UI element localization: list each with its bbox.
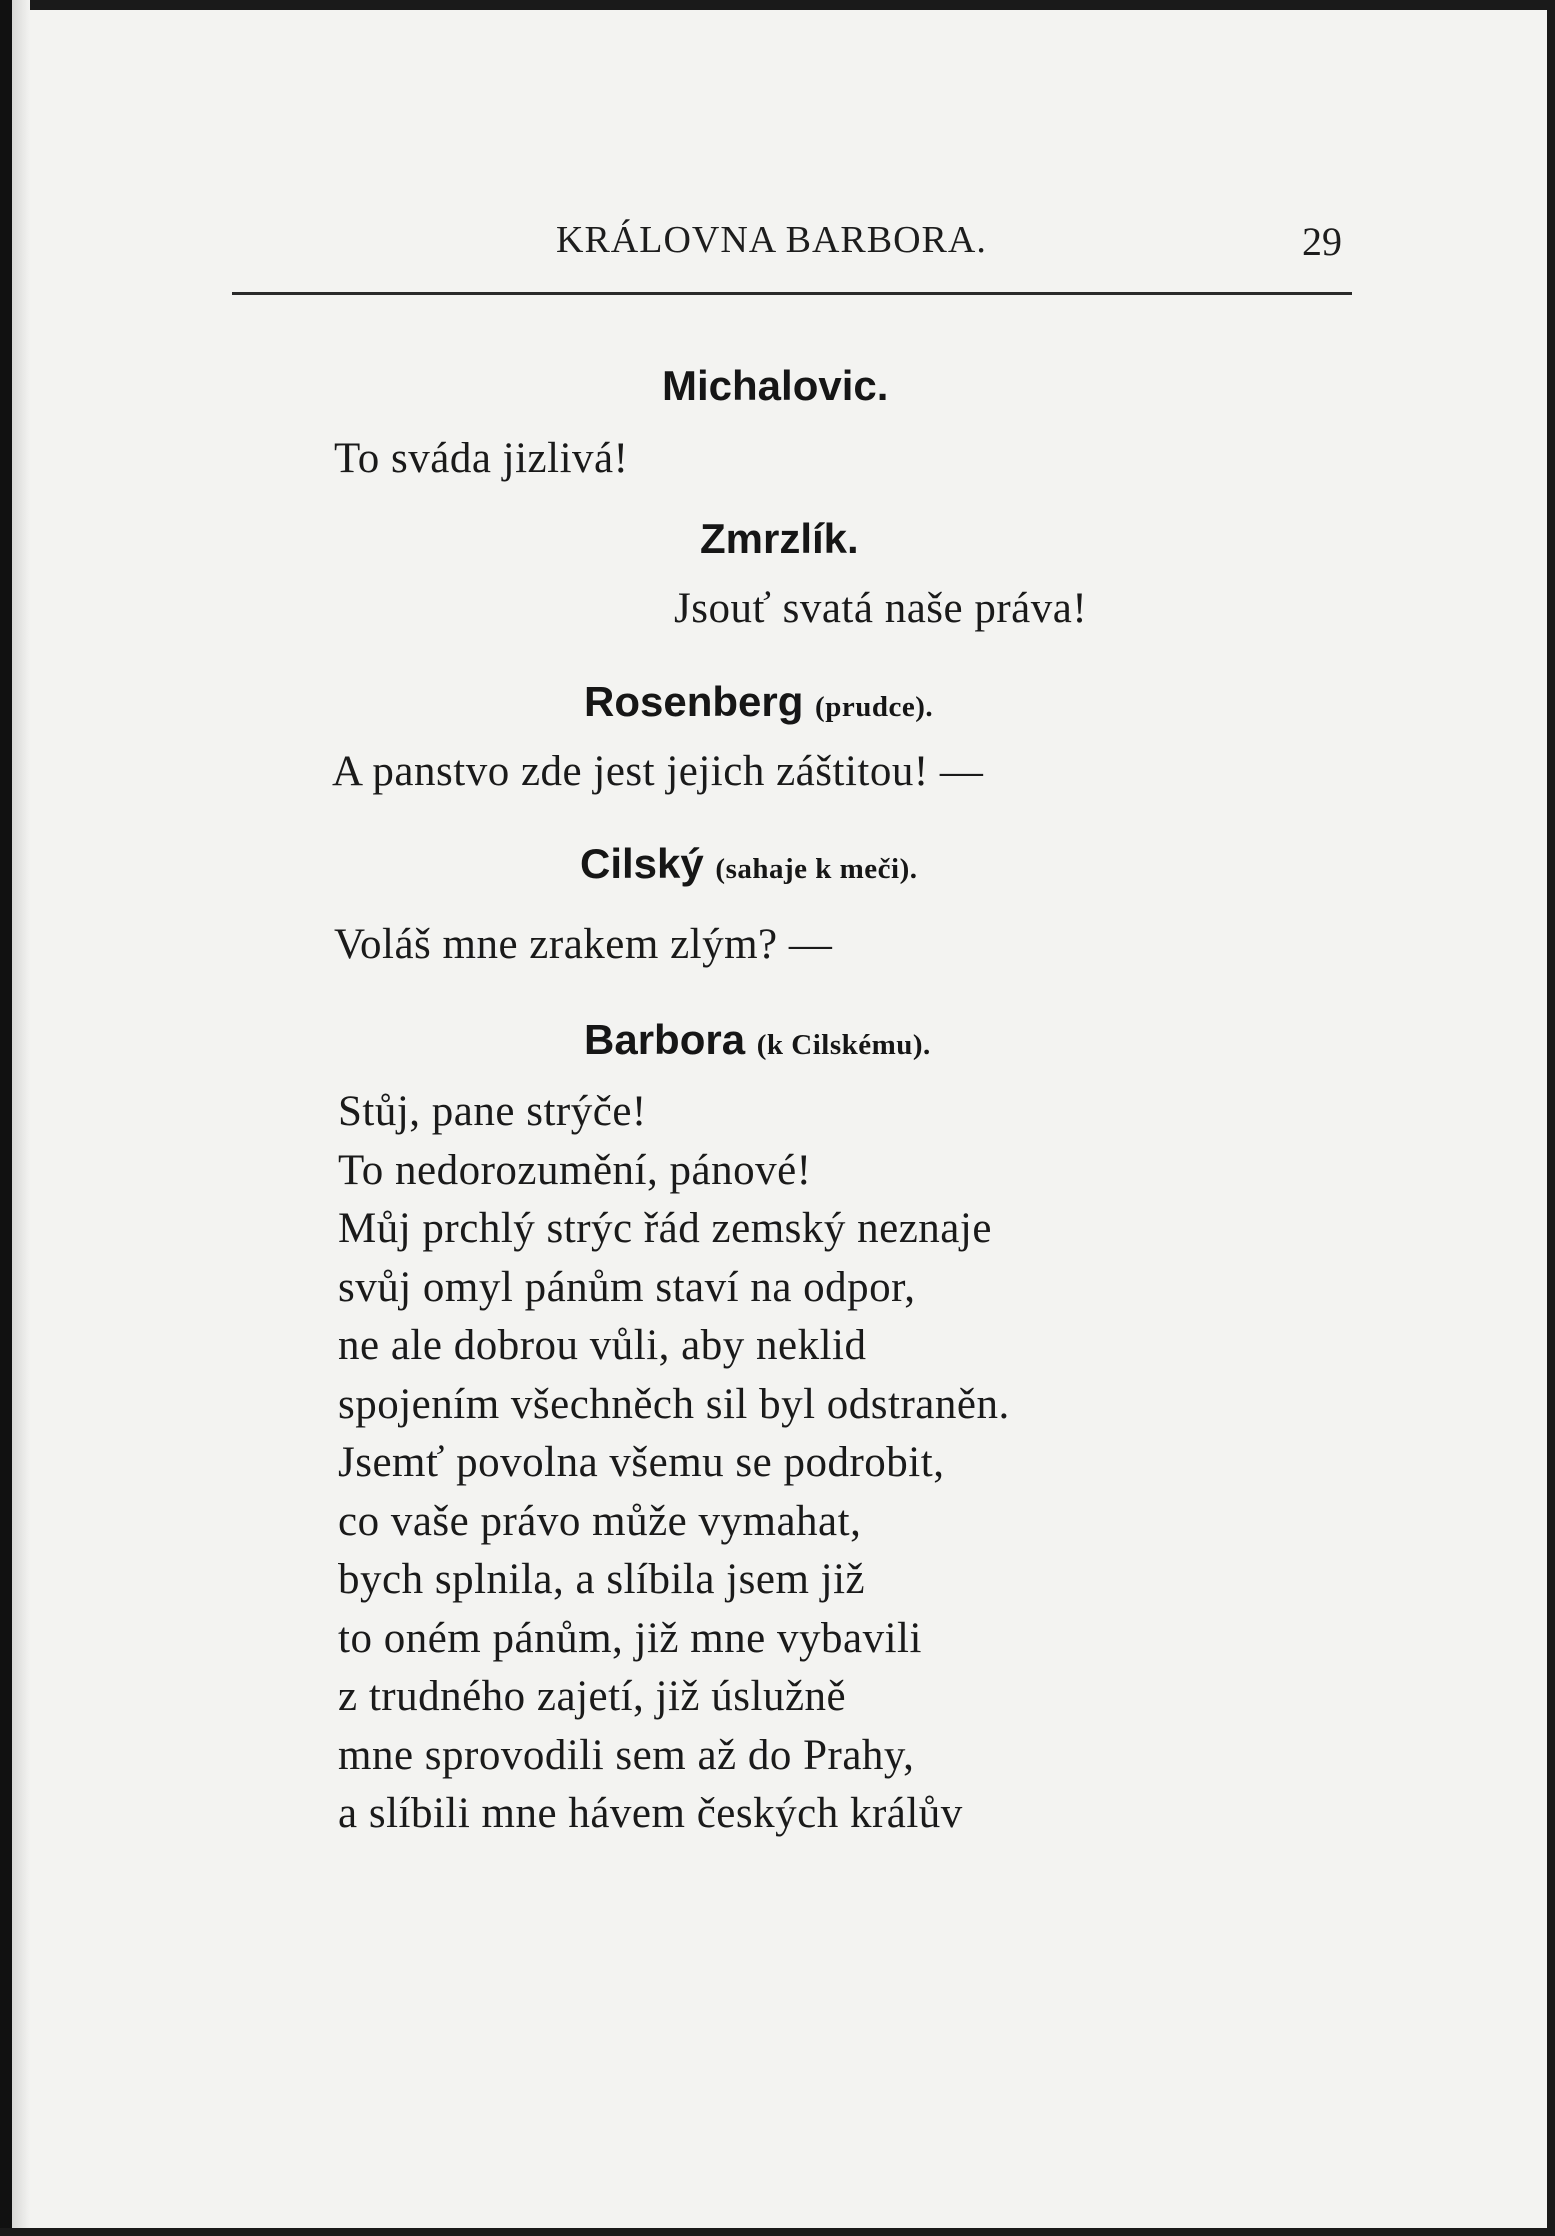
verse-line: Stůj, pane strýče!: [338, 1088, 647, 1135]
verse-line: svůj omyl pánům staví na odpor,: [338, 1263, 916, 1311]
scan-border-bottom: [0, 2228, 1555, 2236]
verse-line: bych splnila, a slíbila jsem již: [338, 1556, 866, 1603]
speaker-name: [700, 515, 859, 563]
speaker-label: Cilský: [580, 840, 704, 887]
speaker-name: [584, 678, 933, 726]
scan-border-top: [0, 0, 1555, 10]
stage-direction: (sahaje k meči).: [715, 853, 918, 885]
stage-direction: (prudce).: [815, 691, 934, 723]
verse-line: spojením všechněch sil byl odstraněn.: [338, 1380, 1010, 1428]
stage-direction: (k Cilskému).: [756, 1029, 931, 1061]
speaker-name: [584, 1016, 931, 1064]
verse-line: ne ale dobrou vůli, aby neklid: [338, 1322, 867, 1369]
verse-line: to oném pánům, již mne vybavili: [338, 1614, 922, 1662]
verse-line: Voláš mne zrakem zlým? —: [334, 921, 833, 968]
speaker-label: Rosenberg: [584, 678, 804, 725]
speaker-label: Michalovic.: [662, 362, 889, 409]
page-gutter-shadow: [12, 0, 30, 2236]
verse-line: Jsemť povolna všemu se podrobit,: [338, 1439, 945, 1486]
verse-line: mne sprovodili sem až do Prahy,: [338, 1731, 915, 1779]
speaker-name: [662, 362, 888, 410]
page-number: 29: [1302, 219, 1342, 264]
verse-line: Jsouť svatá naše práva!: [674, 585, 1088, 632]
scan-border-left: [0, 0, 12, 2236]
speaker-label: Zmrzlík.: [700, 515, 859, 562]
verse-line: A panstvo zde jest jejich záštitou! —: [332, 748, 984, 795]
speaker-name: [580, 840, 918, 888]
speech-block: [338, 1083, 1010, 1844]
scan-border-right: [1547, 0, 1555, 2236]
verse-line: co vaše právo může vymahat,: [338, 1497, 862, 1545]
verse-line: To nedorozumění, pánové!: [338, 1146, 812, 1194]
verse-line: Můj prchlý strýc řád zemský neznaje: [338, 1205, 992, 1252]
verse-line: a slíbili mne hávem českých králův: [338, 1790, 963, 1837]
verse-line: z trudného zajetí, již úslužně: [338, 1673, 847, 1720]
running-header: KRÁLOVNA BARBORA.: [556, 219, 987, 261]
speaker-label: Barbora: [584, 1016, 746, 1063]
header-rule: [232, 292, 1352, 295]
verse-line: To sváda jizlivá!: [334, 435, 629, 482]
